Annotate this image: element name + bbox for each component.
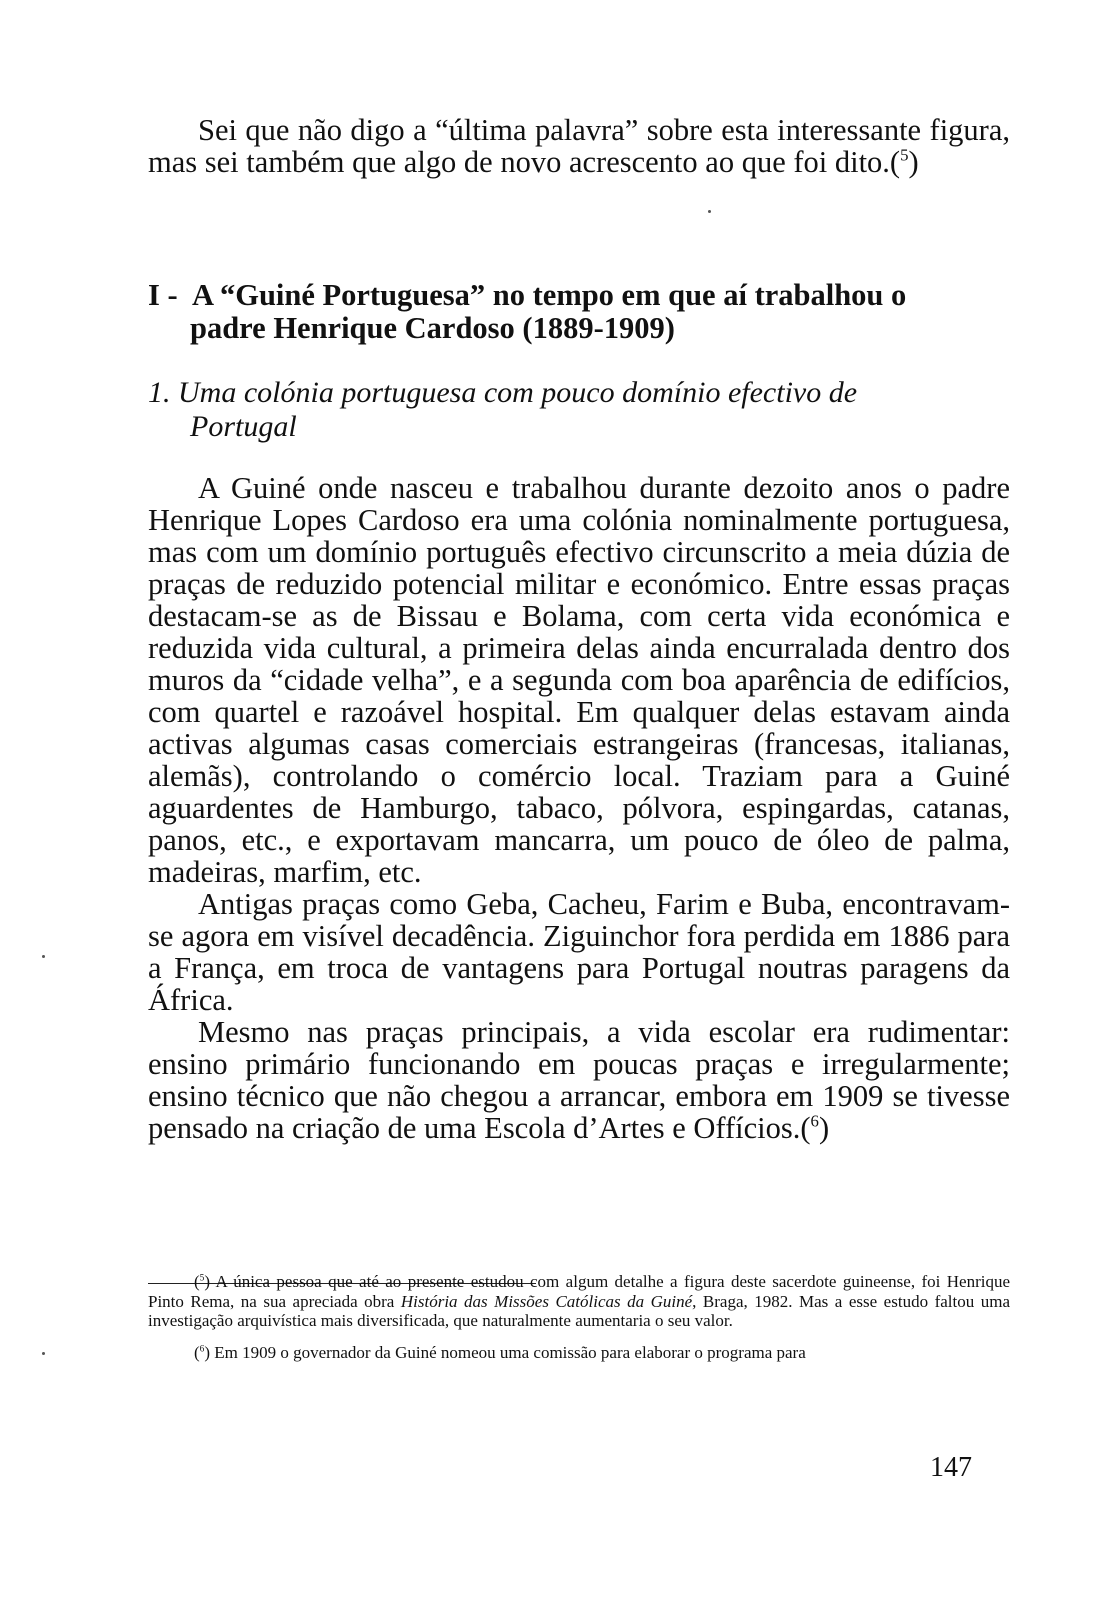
- subsection-title-line1: Uma colónia portuguesa com pouco domínio efectivo de: [178, 376, 858, 409]
- footnote-ref-5: 5: [900, 145, 909, 165]
- footnote-6: ($^6$) Em 1909 o governador da Guiné nomeou uma comissão para elaborar o programa para: [194, 1342, 806, 1362]
- paragraph-colony: A Guiné onde nasceu e trabalhou durante dezoito anos o padre Henrique Lopes Cardoso era uma colónia nominalmente portuguesa, mas com um domínio português efectivo circunscrito a meia dúzia de praças de reduzido potencial militar e económico. Entre essas praças destacam-se as de Bissau e Bolama, com certa vida económica e reduzida vida cultural, a primeira delas ainda encurralada dentro dos muros da “cidade velha”, e a segunda com boa aparência de edifícios, com quartel e razoável hospital. Em qualquer delas estavam ainda activas algumas casas comerciais estrangeiras (francesas, italianas, alemãs), controlando o comércio local. Traziam para a Guiné aguardentes de Hamburgo, tabaco, pólvora, espingardas, catanas, panos, etc., e exportavam mancarra, um pouco de óleo de palma, madeiras, marfim, etc.: [148, 471, 1010, 889]
- section-number: I -: [148, 278, 178, 312]
- main-text: [148, 472, 1010, 1144]
- subsection-number: 1.: [148, 376, 171, 409]
- subsection-heading: [148, 376, 1010, 444]
- scan-speck: [42, 955, 45, 958]
- paragraph-decline: Antigas praças como Geba, Cacheu, Farim e Buba, encontravam-se agora em visível decadência. Ziguinchor fora perdida em 1886 para a França, em troca de vantagens para Portugal noutras paragens da África.: [148, 887, 1010, 1017]
- intro-paragraph: Sei que não digo a “última palavra” sobre esta interessante figura, mas sei também que algo de novo acrescento ao que foi dito.($^5$): [148, 113, 1010, 179]
- book-title: História das Missões Católicas da Guiné: [400, 1291, 693, 1311]
- footnote-5: ($^5$) A única pessoa que até ao presente estudou com algum detalhe a figura deste sacerdote guineense, foi Henrique Pinto Rema, na sua apreciada obra História das Missões Católicas da Guiné, Braga, 1982. Mas a esse estudo faltou uma investigação arquivística mais diversificada, que naturalmente aumentaria o seu valor.: [148, 1272, 1010, 1330]
- paragraph-schools: Mesmo nas praças principais, a vida escolar era rudimentar: ensino primário funcionando em poucas praças e irregularmente; ensino técnico que não chegou a arrancar, embora em 1909 se tivesse pensado na criação de uma Escola d’Artes e Offícios.($^6$): [148, 1015, 1010, 1145]
- page-number: 147: [930, 1452, 972, 1483]
- scan-speck: [708, 210, 711, 213]
- section-title-line2: padre Henrique Cardoso (1889-1909): [190, 311, 675, 345]
- section-title-line1: A “Guiné Portuguesa” no tempo em que aí trabalhou o: [192, 278, 907, 312]
- scan-speck: [42, 1352, 45, 1355]
- section-heading: [148, 279, 1010, 345]
- footnote-ref-6: 6: [810, 1111, 819, 1131]
- footnote-mark-6: 6: [199, 1343, 205, 1354]
- subsection-title-line2: Portugal: [190, 410, 297, 443]
- footnotes: [148, 1272, 1010, 1362]
- footnote-mark-5: 5: [199, 1273, 205, 1284]
